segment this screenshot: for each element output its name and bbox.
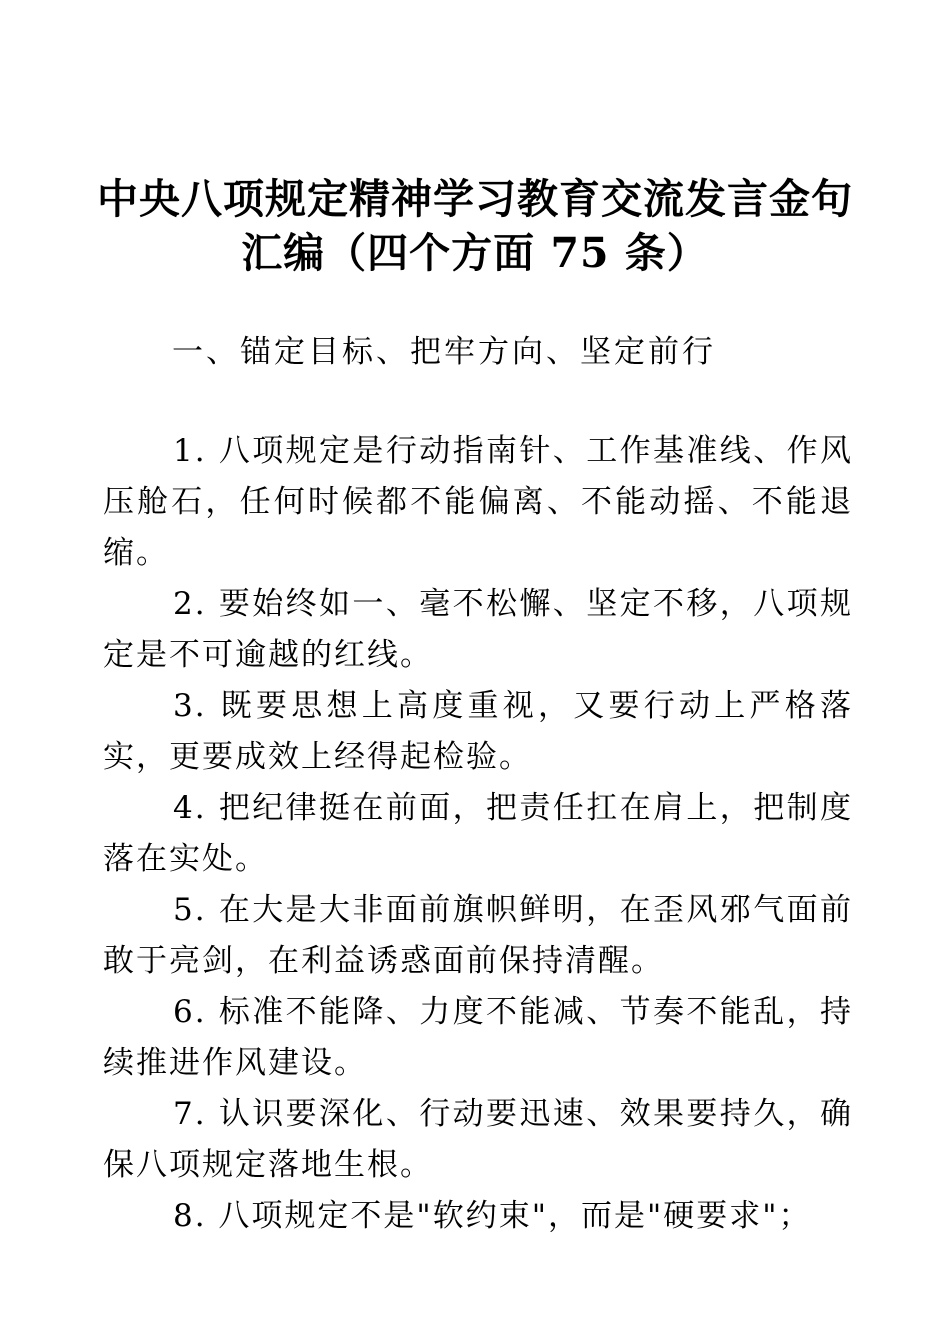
item-list xyxy=(103,426,853,1242)
list-item: 1. 八项规定是行动指南针、工作基准线、作风压舱石，任何时候都不能偏离、不能动摇、不能退缩。 xyxy=(103,433,853,571)
document-title xyxy=(95,172,855,280)
list-item: 3. 既要思想上高度重视，又要行动上严格落实，更要成效上经得起检验。 xyxy=(103,688,853,775)
list-item: 2. 要始终如一、毫不松懈、坚定不移，八项规定是不可逾越的红线。 xyxy=(103,586,853,673)
list-item: 6. 标准不能降、力度不能减、节奏不能乱，持续推进作风建设。 xyxy=(103,994,853,1081)
list-item: 4. 把纪律挺在前面，把责任扛在肩上，把制度落在实处。 xyxy=(103,790,853,877)
section-heading: 一、锚定目标、把牢方向、坚定前行 xyxy=(172,334,716,370)
list-item: 8. 八项规定不是"软约束"，而是"硬要求"； xyxy=(173,1198,812,1234)
list-item: 5. 在大是大非面前旗帜鲜明，在歪风邪气面前敢于亮剑，在利益诱惑面前保持清醒。 xyxy=(103,892,853,979)
list-item: 7. 认识要深化、行动要迅速、效果要持久，确保八项规定落地生根。 xyxy=(103,1096,853,1183)
title-line-1: 中央八项规定精神学习教育交流发言金句 xyxy=(97,175,853,223)
title-line-2: 汇编（四个方面 75 条） xyxy=(241,229,709,277)
